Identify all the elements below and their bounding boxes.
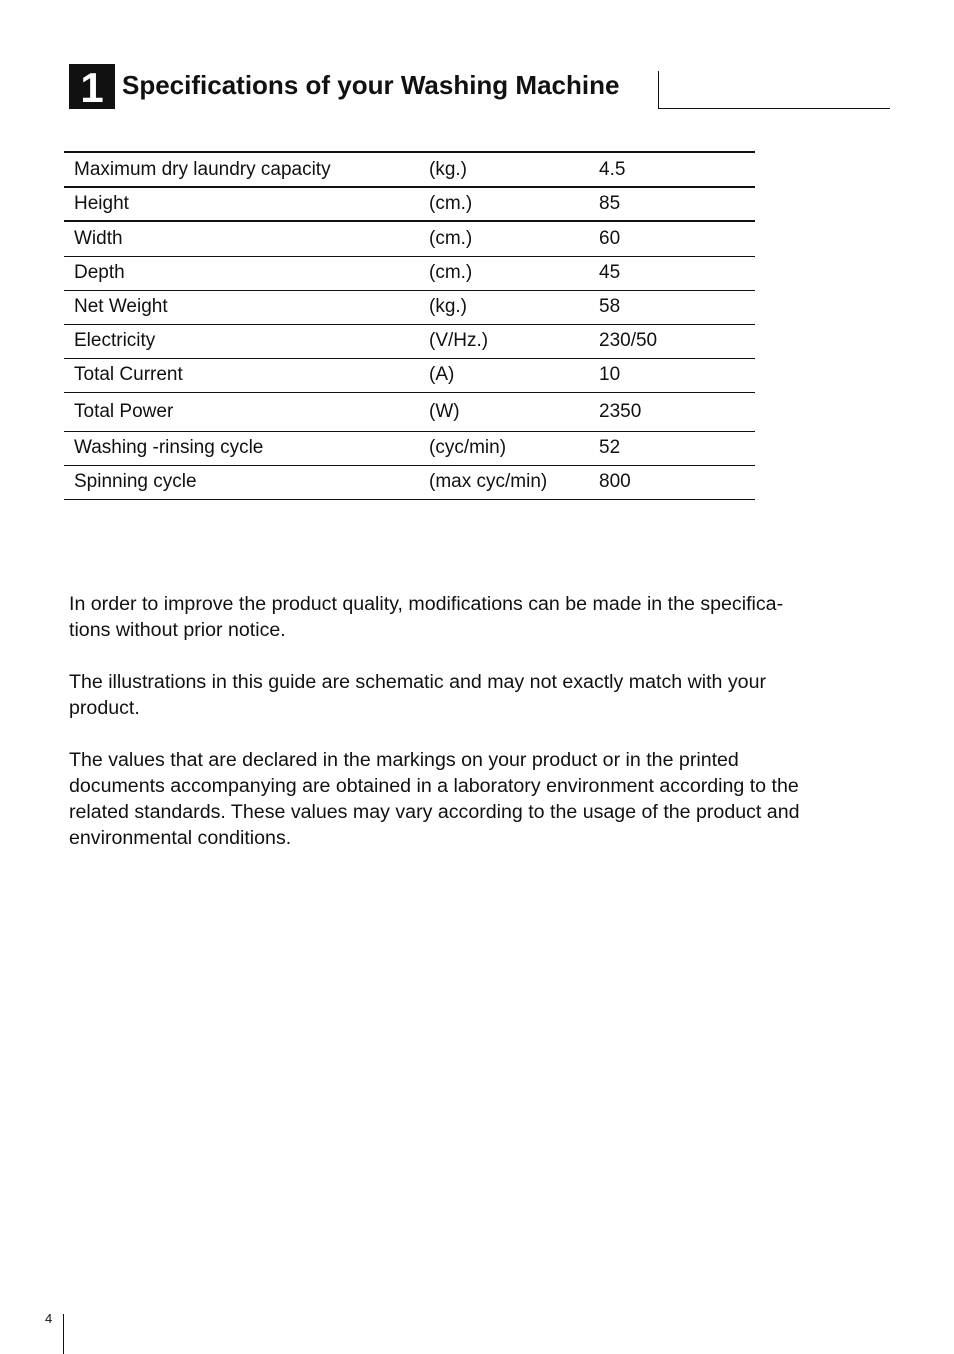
section-number-badge: 1	[69, 64, 115, 109]
note-paragraph: The illustrations in this guide are schematic and may not exactly match with your product.	[69, 671, 766, 719]
title-divider-horizontal	[658, 108, 890, 109]
spec-value: 85	[589, 187, 755, 221]
table-row	[64, 358, 755, 392]
spec-unit: (cm.)	[419, 221, 589, 256]
spec-unit: (cm.)	[419, 187, 589, 221]
spec-value: 10	[589, 358, 755, 392]
spec-unit: (W)	[419, 392, 589, 431]
table-row	[64, 256, 755, 290]
spec-value: 45	[589, 256, 755, 290]
spec-label: Spinning cycle	[64, 465, 419, 499]
footer-divider	[63, 1314, 64, 1354]
note-paragraph: In order to improve the product quality, modifications can be made in the specifica- tions without prior notice.	[69, 593, 784, 641]
table-row	[64, 465, 755, 499]
spec-label: Width	[64, 221, 419, 256]
spec-unit: (max cyc/min)	[419, 465, 589, 499]
spec-value: 58	[589, 290, 755, 324]
page-number: 4	[45, 1311, 53, 1326]
table-row	[64, 324, 755, 358]
spec-value: 4.5	[589, 152, 755, 187]
table-row	[64, 187, 755, 221]
spec-unit: (cyc/min)	[419, 431, 589, 465]
spec-value: 230/50	[589, 324, 755, 358]
spec-unit: (V/Hz.)	[419, 324, 589, 358]
spec-label: Net Weight	[64, 290, 419, 324]
spec-label: Total Power	[64, 392, 419, 431]
spec-unit: (kg.)	[419, 290, 589, 324]
spec-unit: (kg.)	[419, 152, 589, 187]
table-row	[64, 392, 755, 431]
section-title: Specifications of your Washing Machine	[122, 70, 620, 100]
specifications-table	[64, 151, 755, 500]
spec-label: Height	[64, 187, 419, 221]
spec-label: Total Current	[64, 358, 419, 392]
note-paragraph: The values that are declared in the markings on your product or in the printed documents accompanying are obtained in a laboratory environment according to the related standards. These values may vary according to the usage of the product and environmental conditions.	[69, 749, 800, 849]
table-row	[64, 431, 755, 465]
table-row	[64, 221, 755, 256]
title-divider-vertical	[658, 71, 659, 108]
spec-label: Maximum dry laundry capacity	[64, 152, 419, 187]
spec-value: 2350	[589, 392, 755, 431]
spec-unit: (cm.)	[419, 256, 589, 290]
table-row	[64, 290, 755, 324]
table-row	[64, 152, 755, 187]
spec-label: Electricity	[64, 324, 419, 358]
spec-value: 60	[589, 221, 755, 256]
spec-unit: (A)	[419, 358, 589, 392]
notes-section	[69, 591, 884, 877]
spec-label: Washing -rinsing cycle	[64, 431, 419, 465]
spec-value: 52	[589, 431, 755, 465]
spec-label: Depth	[64, 256, 419, 290]
spec-value: 800	[589, 465, 755, 499]
